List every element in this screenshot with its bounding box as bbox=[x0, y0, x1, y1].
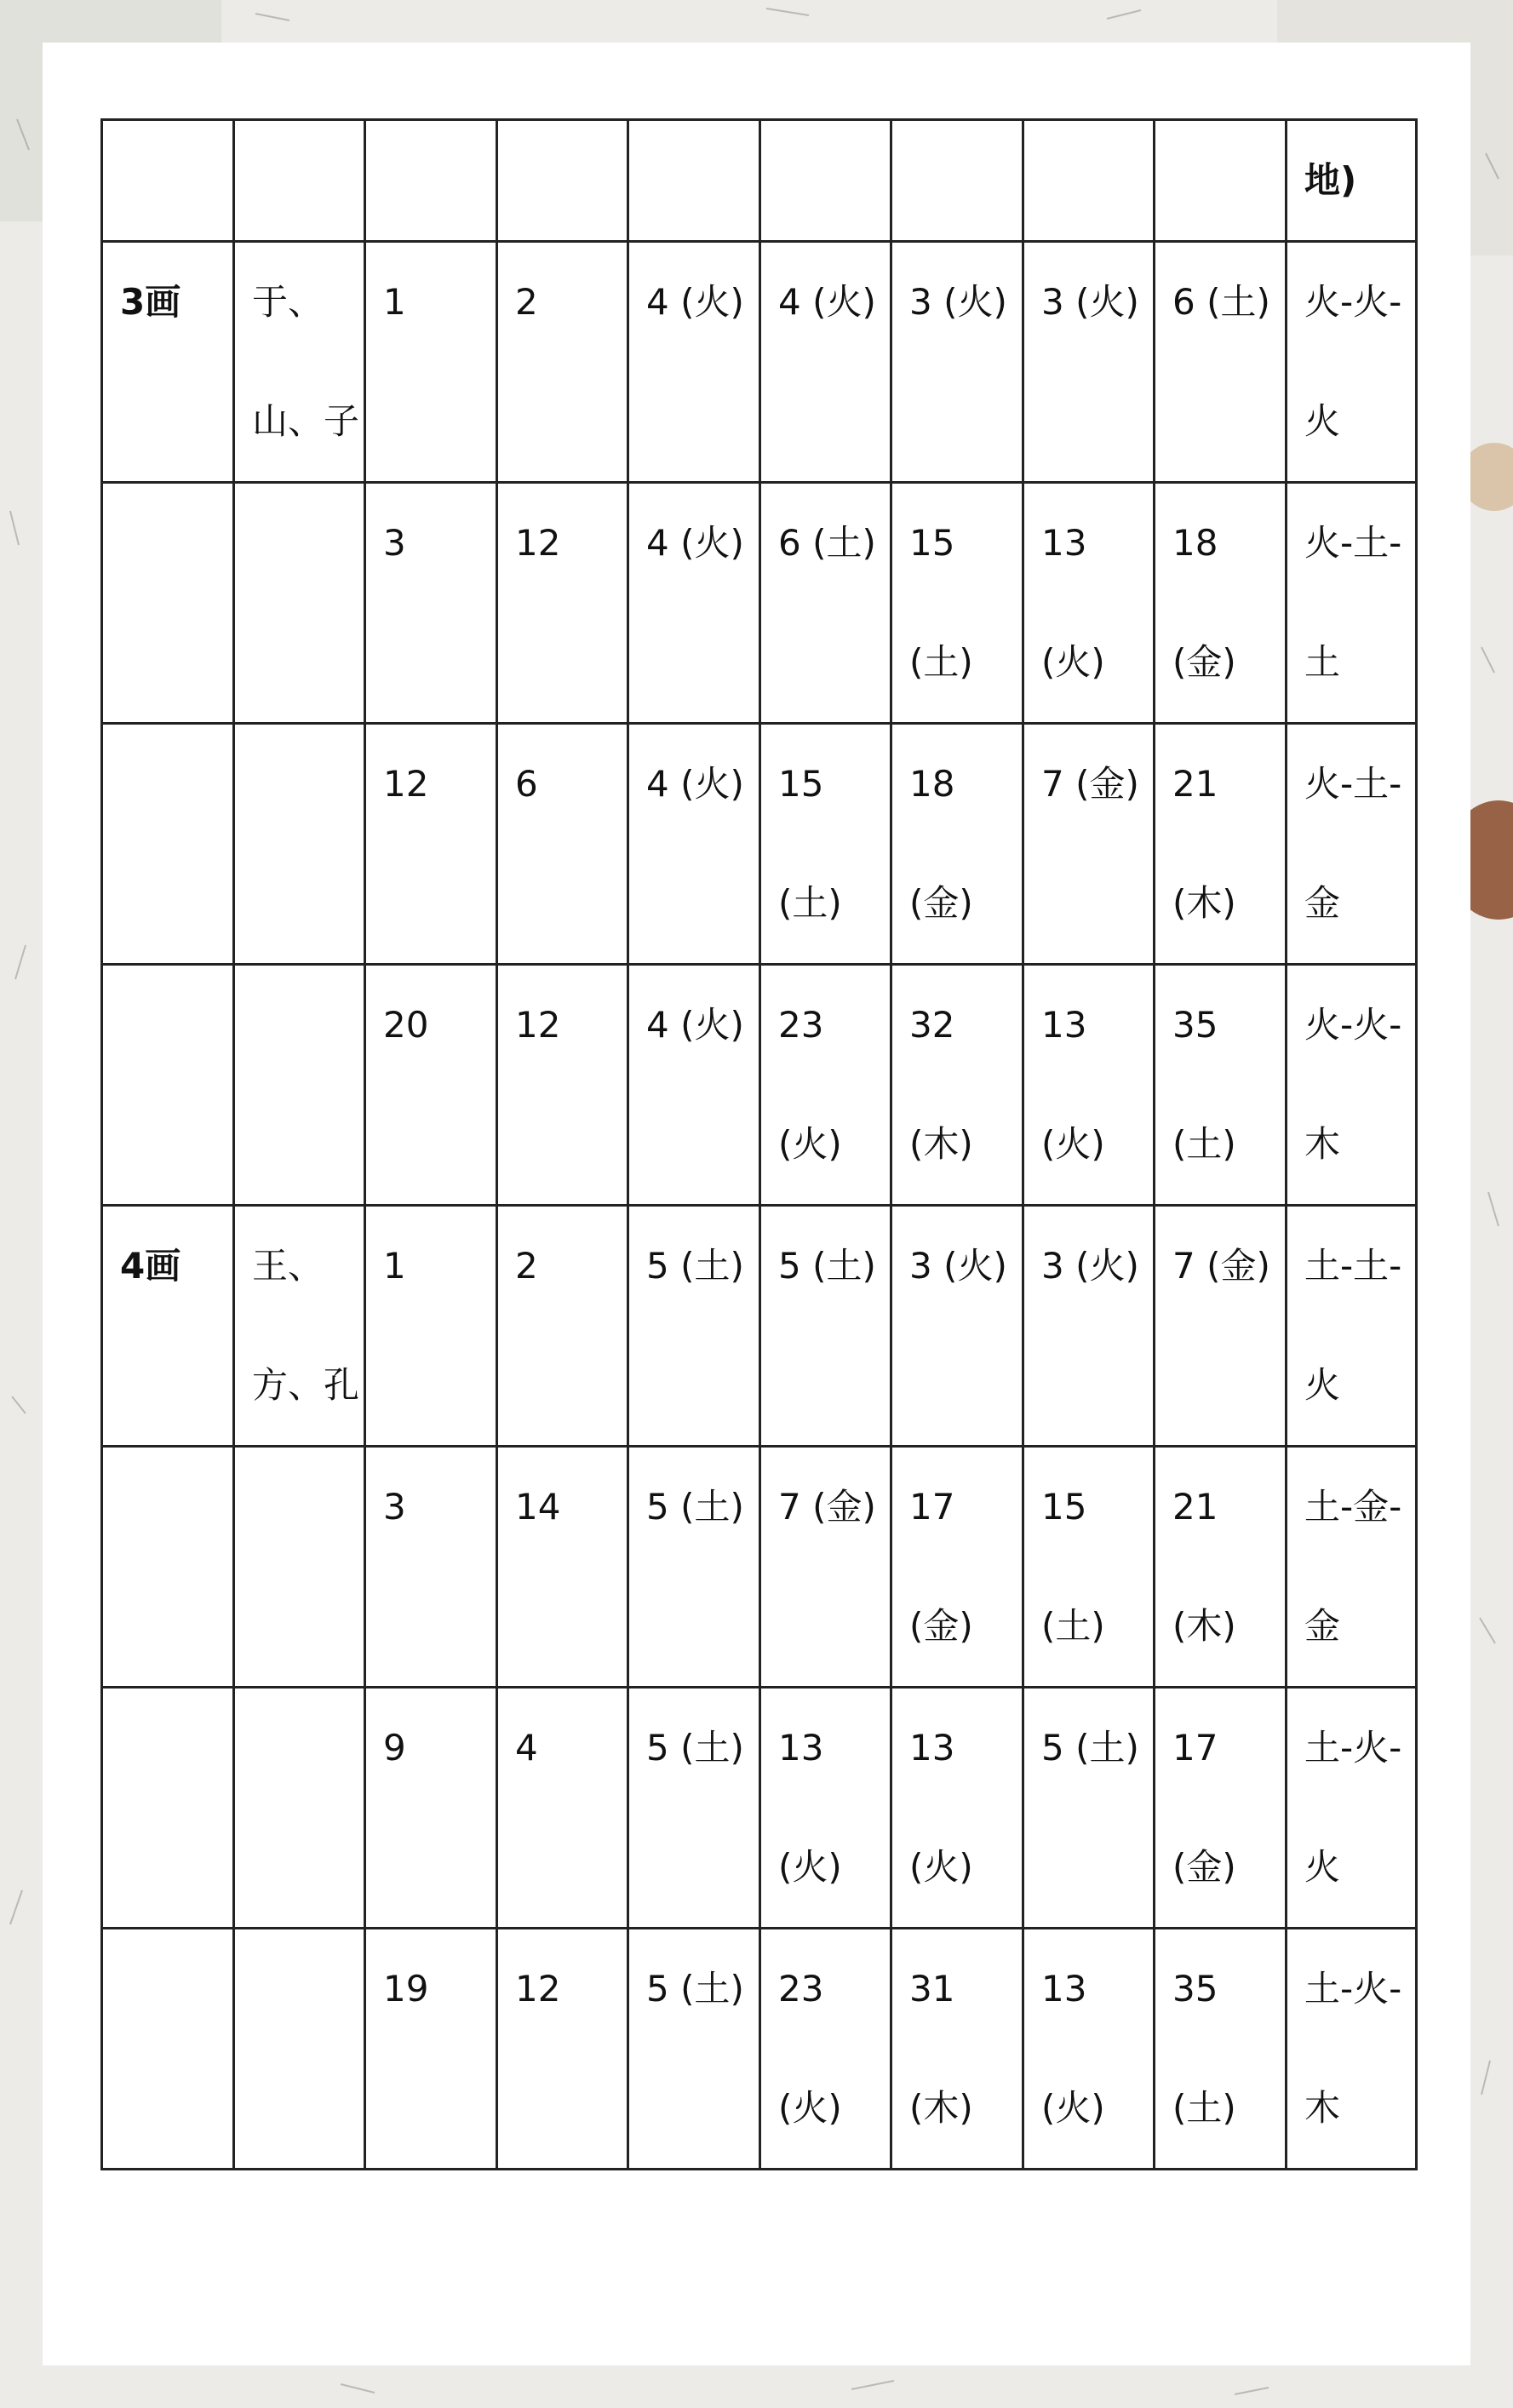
table-cell: 3 bbox=[365, 1447, 497, 1688]
table-cell: 7 (金) bbox=[1155, 1206, 1287, 1447]
table-cell: 23 (火) bbox=[760, 965, 891, 1206]
table-cell bbox=[102, 120, 234, 242]
stroke-count-cell bbox=[102, 1929, 234, 2170]
stroke-count-cell bbox=[102, 483, 234, 724]
table-cell: 12 bbox=[497, 483, 628, 724]
table-cell: 4 (火) bbox=[628, 242, 760, 483]
surname-examples-cell bbox=[234, 483, 365, 724]
stroke-count-cell bbox=[102, 724, 234, 965]
table-cell: 3 (火) bbox=[1023, 1206, 1155, 1447]
table-row bbox=[102, 724, 1417, 965]
table-cell: 5 (土) bbox=[1023, 1688, 1155, 1929]
table-cell: 7 (金) bbox=[760, 1447, 891, 1688]
table-cell: 19 bbox=[365, 1929, 497, 2170]
table-cell: 32 (木) bbox=[891, 965, 1023, 1206]
table-cell: 13 (火) bbox=[1023, 965, 1155, 1206]
table-row bbox=[102, 965, 1417, 1206]
stroke-count-cell bbox=[102, 1688, 234, 1929]
surname-examples-cell bbox=[234, 965, 365, 1206]
table-cell: 13 (火) bbox=[891, 1688, 1023, 1929]
table-cell bbox=[1023, 120, 1155, 242]
table-row bbox=[102, 1688, 1417, 1929]
table-cell: 12 bbox=[497, 965, 628, 1206]
table-cell: 1 bbox=[365, 242, 497, 483]
table-cell: 23 (火) bbox=[760, 1929, 891, 2170]
table-cell: 土-火-木 bbox=[1287, 1929, 1417, 2170]
table-cell: 15 (土) bbox=[760, 724, 891, 965]
surname-examples-cell: 于、山、子 bbox=[234, 242, 365, 483]
stroke-count-cell bbox=[102, 1447, 234, 1688]
name-strokes-table bbox=[100, 118, 1418, 2170]
stroke-count-cell: 4画 bbox=[102, 1206, 234, 1447]
table-cell: 12 bbox=[365, 724, 497, 965]
table-cell bbox=[365, 120, 497, 242]
table-cell: 14 bbox=[497, 1447, 628, 1688]
table-cell: 2 bbox=[497, 242, 628, 483]
surname-examples-cell bbox=[234, 724, 365, 965]
table-cell: 13 (火) bbox=[1023, 1929, 1155, 2170]
table-cell: 5 (土) bbox=[628, 1206, 760, 1447]
table-cell: 火-火-木 bbox=[1287, 965, 1417, 1206]
table-cell: 17 (金) bbox=[891, 1447, 1023, 1688]
table-header-row bbox=[102, 120, 1417, 242]
table-cell bbox=[891, 120, 1023, 242]
table-header-cell: 地) bbox=[1287, 120, 1417, 242]
table-cell: 35 (土) bbox=[1155, 1929, 1287, 2170]
table-cell: 35 (土) bbox=[1155, 965, 1287, 1206]
table-cell: 3 (火) bbox=[1023, 242, 1155, 483]
surname-examples-cell bbox=[234, 1688, 365, 1929]
table-cell: 土-土-火 bbox=[1287, 1206, 1417, 1447]
table-cell: 15 (土) bbox=[1023, 1447, 1155, 1688]
surname-examples-cell: 王、方、孔 bbox=[234, 1206, 365, 1447]
table-cell: 5 (土) bbox=[760, 1206, 891, 1447]
table-cell: 2 bbox=[497, 1206, 628, 1447]
table-cell: 4 (火) bbox=[628, 965, 760, 1206]
table-cell: 31 (木) bbox=[891, 1929, 1023, 2170]
table-row bbox=[102, 1206, 1417, 1447]
table-cell: 20 bbox=[365, 965, 497, 1206]
stroke-count-cell: 3画 bbox=[102, 242, 234, 483]
table-cell: 4 (火) bbox=[760, 242, 891, 483]
table-cell: 7 (金) bbox=[1023, 724, 1155, 965]
table-cell: 5 (土) bbox=[628, 1447, 760, 1688]
table-cell: 9 bbox=[365, 1688, 497, 1929]
table-cell: 4 (火) bbox=[628, 724, 760, 965]
table-cell: 15 (土) bbox=[891, 483, 1023, 724]
table-cell: 17 (金) bbox=[1155, 1688, 1287, 1929]
table-cell: 5 (土) bbox=[628, 1688, 760, 1929]
table-cell: 1 bbox=[365, 1206, 497, 1447]
table-row bbox=[102, 1929, 1417, 2170]
table-cell: 13 (火) bbox=[1023, 483, 1155, 724]
table-cell bbox=[497, 120, 628, 242]
table-cell: 土-金-金 bbox=[1287, 1447, 1417, 1688]
table-cell: 火-土-金 bbox=[1287, 724, 1417, 965]
table-cell bbox=[628, 120, 760, 242]
table-cell: 6 (土) bbox=[760, 483, 891, 724]
table-row bbox=[102, 483, 1417, 724]
table-cell: 3 (火) bbox=[891, 1206, 1023, 1447]
table-cell: 火-火-火 bbox=[1287, 242, 1417, 483]
table-cell bbox=[1155, 120, 1287, 242]
table-row bbox=[102, 242, 1417, 483]
table-cell bbox=[760, 120, 891, 242]
surname-examples-cell bbox=[234, 1929, 365, 2170]
table-row bbox=[102, 1447, 1417, 1688]
table-cell: 3 bbox=[365, 483, 497, 724]
table-cell: 6 (土) bbox=[1155, 242, 1287, 483]
table-cell: 4 bbox=[497, 1688, 628, 1929]
table-cell: 4 (火) bbox=[628, 483, 760, 724]
table-cell: 13 (火) bbox=[760, 1688, 891, 1929]
table-cell: 18 (金) bbox=[1155, 483, 1287, 724]
table-cell: 21 (木) bbox=[1155, 724, 1287, 965]
table-cell: 6 bbox=[497, 724, 628, 965]
stroke-count-cell bbox=[102, 965, 234, 1206]
surname-examples-cell bbox=[234, 1447, 365, 1688]
table-cell: 21 (木) bbox=[1155, 1447, 1287, 1688]
table-cell bbox=[234, 120, 365, 242]
table-cell: 18 (金) bbox=[891, 724, 1023, 965]
table-cell: 5 (土) bbox=[628, 1929, 760, 2170]
table-cell: 12 bbox=[497, 1929, 628, 2170]
table-cell: 3 (火) bbox=[891, 242, 1023, 483]
table-cell: 火-土-土 bbox=[1287, 483, 1417, 724]
table-cell: 土-火-火 bbox=[1287, 1688, 1417, 1929]
